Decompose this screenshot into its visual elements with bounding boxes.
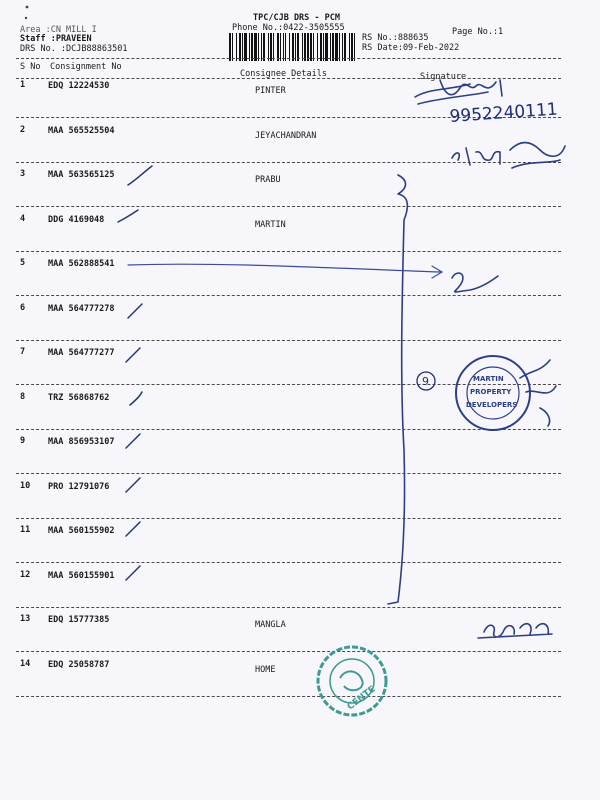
barcode-bar xyxy=(273,33,274,61)
barcode-bar xyxy=(283,33,284,61)
row-sno: 7 xyxy=(20,347,26,357)
row-consignment-number: MAA 563565125 xyxy=(48,170,115,180)
row-separator xyxy=(16,562,561,563)
barcode-bar xyxy=(289,33,290,61)
row-consignee: PRABU xyxy=(255,175,281,185)
row-sno: 4 xyxy=(20,213,26,224)
barcode-bar xyxy=(320,33,322,61)
row-separator xyxy=(16,206,561,207)
barcode-bar xyxy=(339,33,340,61)
barcode-bar xyxy=(251,33,253,61)
row-sno: 1 xyxy=(20,80,26,90)
row-consignment-number: MAA 562888541 xyxy=(48,259,115,269)
column-consignee: Consignee Details xyxy=(240,69,327,79)
barcode-bar xyxy=(307,33,309,61)
column-signature: Signature xyxy=(420,72,467,82)
row-consignee: MANGLA xyxy=(255,620,286,630)
row-consignment-number: TRZ 56868762 xyxy=(48,392,110,403)
row-consignee: PINTER xyxy=(255,86,286,96)
barcode-bar xyxy=(236,33,237,61)
barcode xyxy=(229,33,357,61)
row-sno: 3 xyxy=(20,169,26,179)
header-rule-top xyxy=(16,58,561,59)
drs-number: DRS No. :DCJB88863501 xyxy=(20,44,128,54)
row-consignment-number: EDQ 15777385 xyxy=(48,615,110,625)
document-title: TPC/CJB DRS - PCM xyxy=(253,13,340,23)
barcode-bar xyxy=(239,33,241,61)
barcode-bar xyxy=(304,33,306,61)
barcode-bar xyxy=(310,33,312,61)
row-consignee: HOME xyxy=(255,664,276,675)
barcode-bar xyxy=(254,33,257,61)
area-label: Area :CN MILL I xyxy=(20,25,97,35)
row-separator xyxy=(16,384,561,385)
barcode-bar xyxy=(330,33,331,61)
handwritten-phone: 9952240111 xyxy=(448,99,559,127)
row-sno: 14 xyxy=(20,658,31,669)
row-consignment-number: DDG 4169048 xyxy=(48,214,105,225)
row-sno: 5 xyxy=(20,258,26,268)
row-sno: 11 xyxy=(20,525,31,535)
barcode-bar xyxy=(258,33,259,61)
row-separator xyxy=(16,607,561,608)
rs-date: RS Date:09-Feb-2022 xyxy=(362,43,460,53)
column-sno: S No xyxy=(20,62,41,72)
header-rule-bottom xyxy=(16,78,561,79)
rs-number: RS No.:888635 xyxy=(362,33,429,43)
signature-row-2 xyxy=(452,143,565,169)
barcode-bar xyxy=(332,33,334,61)
row-consignment-number: MAA 564777278 xyxy=(48,303,115,314)
barcode-bar xyxy=(244,33,247,61)
barcode-bar xyxy=(295,33,296,61)
page-number: Page No.:1 xyxy=(452,27,504,37)
signature-row-1 xyxy=(415,80,502,104)
row-sno: 8 xyxy=(20,391,26,402)
staff-label: Staff :PRAVEEN xyxy=(20,34,92,44)
barcode-bar xyxy=(344,33,346,61)
barcode-bar xyxy=(342,33,343,61)
bracket-line xyxy=(388,175,407,604)
column-consignment: Consignment No xyxy=(50,62,122,72)
row-separator xyxy=(16,696,561,697)
barcode-bar xyxy=(268,33,269,61)
green-seal-stamp xyxy=(318,647,386,715)
row-sno: 13 xyxy=(20,614,31,624)
row-sno: 2 xyxy=(20,124,26,135)
row-sno: 12 xyxy=(20,569,31,580)
row-sno: 9 xyxy=(20,436,26,446)
row-consignment-number: MAA 564777277 xyxy=(48,348,115,358)
row-sno: 10 xyxy=(20,480,31,491)
arrow-line-row-5 xyxy=(128,264,442,278)
row-consignment-number: MAA 856953107 xyxy=(48,437,115,447)
phone-number: Phone No.:0422-3505555 xyxy=(232,23,345,33)
row-consignee: MARTIN xyxy=(255,219,286,230)
scan-speck xyxy=(26,6,29,9)
barcode-bar xyxy=(302,33,303,61)
barcode-bar xyxy=(270,33,272,61)
barcode-bar xyxy=(349,33,350,61)
barcode-bar xyxy=(263,33,265,61)
row-sno: 6 xyxy=(20,302,26,313)
scan-speck xyxy=(25,17,27,19)
barcode-bar xyxy=(351,33,353,61)
row-separator xyxy=(16,518,561,519)
barcode-bar xyxy=(335,33,338,61)
svg-text:PROPERTY: PROPERTY xyxy=(470,388,512,396)
barcode-bar xyxy=(242,33,243,61)
barcode-bar xyxy=(285,33,286,61)
circled-count xyxy=(417,372,435,390)
barcode-bar xyxy=(229,33,231,61)
row-separator xyxy=(16,429,561,430)
signature-row-13 xyxy=(478,624,552,638)
row-separator xyxy=(16,651,561,652)
barcode-bar xyxy=(232,33,233,61)
barcode-bar xyxy=(325,33,328,61)
svg-text:CENTE: CENTE xyxy=(345,684,378,713)
svg-text:MARTIN: MARTIN xyxy=(473,375,504,383)
barcode-bar xyxy=(354,33,355,61)
row-consignment-number: PRO 12791076 xyxy=(48,481,110,492)
circled-count-text: 9 xyxy=(422,375,429,388)
barcode-bar xyxy=(313,33,314,61)
row-consignment-number: MAA 560155902 xyxy=(48,526,115,536)
row-separator xyxy=(16,162,561,163)
row-separator xyxy=(16,473,561,474)
row-consignment-number: MAA 560155901 xyxy=(48,570,115,581)
row-separator xyxy=(16,340,561,341)
barcode-bar xyxy=(292,33,294,61)
row-consignment-number: MAA 565525504 xyxy=(48,125,115,136)
row-separator xyxy=(16,117,561,118)
svg-text:DEVELOPERS: DEVELOPERS xyxy=(466,401,518,409)
row-consignment-number: EDQ 25058787 xyxy=(48,659,110,670)
barcode-bar xyxy=(277,33,279,61)
row-consignment-number: EDQ 12224530 xyxy=(48,81,110,91)
row-separator xyxy=(16,295,561,296)
handwritten-2 xyxy=(452,273,498,292)
martin-property-stamp xyxy=(456,356,556,430)
barcode-bar xyxy=(297,33,299,61)
row-separator xyxy=(16,251,561,252)
barcode-bar xyxy=(317,33,318,61)
barcode-bar xyxy=(280,33,281,61)
row-consignee: JEYACHANDRAN xyxy=(255,130,317,141)
barcode-bar xyxy=(261,33,262,61)
barcode-bar xyxy=(323,33,324,61)
barcode-bar xyxy=(249,33,250,61)
